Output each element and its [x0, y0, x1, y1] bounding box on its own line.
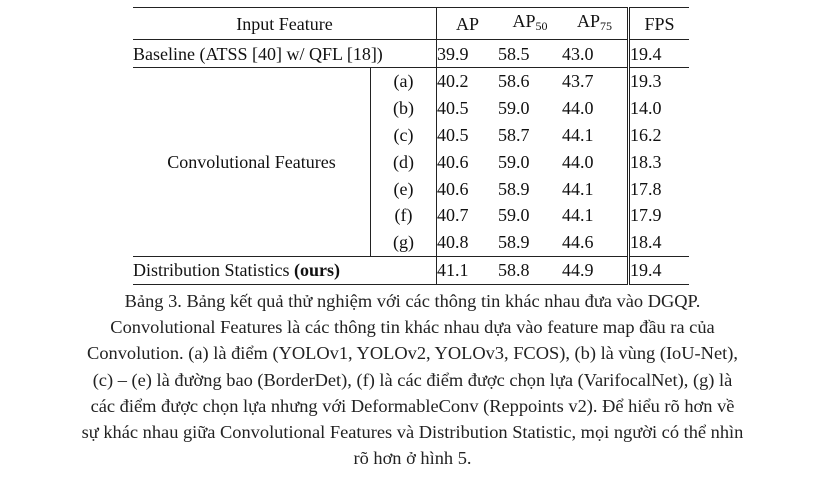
group-label: Convolutional Features [167, 151, 336, 172]
row-ap: 40.7 [437, 202, 499, 229]
row-fps: 16.2 [629, 122, 690, 149]
baseline-row [133, 40, 689, 68]
final-ap: 41.1 [437, 256, 499, 284]
results-table [133, 7, 689, 285]
header-ap50 [498, 8, 562, 40]
final-label-text: Distribution Statistics [133, 260, 290, 281]
header-ap50-base: AP [512, 11, 536, 31]
row-ap50: 58.7 [498, 124, 530, 145]
table-caption [20, 288, 805, 471]
final-label [133, 256, 437, 284]
final-ap75: 44.9 [562, 256, 629, 284]
caption-line: (c) – (e) là đường bao (BorderDet), (f) là các điểm được chọn lựa (VarifocalNet), (g) là [92, 369, 733, 390]
row-ap75: 44.1 [562, 178, 594, 199]
row-fps: 18.3 [629, 148, 690, 175]
row-ap: 40.6 [437, 175, 499, 202]
baseline-ap: 39.9 [437, 40, 499, 68]
final-row [133, 256, 689, 284]
row-fps: 18.4 [629, 229, 690, 256]
row-ap75: 43.7 [562, 71, 594, 92]
final-fps: 19.4 [629, 256, 690, 284]
row-ap50: 58.6 [498, 71, 530, 92]
row-ap75: 44.1 [562, 205, 594, 226]
header-ap50-sub: 50 [535, 19, 548, 33]
row-ap: 40.2 [437, 68, 499, 95]
row-sub: (e) [371, 175, 437, 202]
row-sub: (a) [371, 68, 437, 95]
row-ap50: 58.9 [498, 232, 530, 253]
final-label-bold: (ours) [294, 260, 341, 281]
row-sub: (d) [371, 148, 437, 175]
header-row [133, 8, 689, 40]
row-sub: (f) [371, 202, 437, 229]
row-ap75: 44.1 [562, 124, 594, 145]
row-sub: (c) [371, 122, 437, 149]
row-ap: 40.8 [437, 229, 499, 256]
table-row [133, 68, 689, 95]
header-input-feature: Input Feature [133, 8, 437, 40]
row-fps: 17.8 [629, 175, 690, 202]
baseline-fps: 19.4 [629, 40, 690, 68]
baseline-ap75: 43.0 [562, 40, 629, 68]
row-ap75: 44.6 [562, 232, 594, 253]
header-ap75 [562, 8, 629, 40]
caption-line: Convolutional Features là các thông tin khác nhau dựa vào feature map đầu ra của [110, 317, 715, 338]
row-fps: 14.0 [629, 95, 690, 122]
header-fps: FPS [629, 8, 690, 40]
row-ap50: 59.0 [498, 98, 530, 119]
row-ap50: 58.9 [498, 178, 530, 199]
caption-line: Bảng 3. Bảng kết quả thử nghiệm với các thông tin khác nhau đưa vào DGQP. [124, 291, 701, 311]
row-ap50: 59.0 [498, 205, 530, 226]
caption-line: sự khác nhau giữa Convolutional Features và Distribution Statistic, mọi người có thể nhìn [81, 422, 744, 443]
caption-line: rõ hơn ở hình 5. [353, 448, 472, 469]
row-fps: 17.9 [629, 202, 690, 229]
row-ap75: 44.0 [562, 98, 594, 119]
row-ap75: 44.0 [562, 151, 594, 172]
caption-line: Convolution. (a) là điểm (YOLOv1, YOLOv2, YOLOv3, FCOS), (b) là vùng (IoU-Net), [87, 343, 738, 364]
header-ap75-sub: 75 [600, 19, 612, 33]
baseline-label: Baseline (ATSS [40] w/ QFL [18]) [133, 40, 437, 68]
header-ap: AP [437, 8, 499, 40]
final-ap50: 58.8 [498, 256, 562, 284]
row-ap: 40.5 [437, 95, 499, 122]
row-sub: (b) [371, 95, 437, 122]
row-ap: 40.6 [437, 148, 499, 175]
row-ap: 40.5 [437, 122, 499, 149]
header-ap75-base: AP [576, 11, 600, 31]
caption-line: các điểm được chọn lựa nhưng với DeformableConv (Reppoints v2). Để hiểu rõ hơn về [90, 395, 735, 416]
baseline-ap50: 58.5 [498, 40, 562, 68]
row-sub: (g) [371, 229, 437, 256]
row-ap50: 59.0 [498, 151, 530, 172]
row-fps: 19.3 [629, 68, 690, 95]
